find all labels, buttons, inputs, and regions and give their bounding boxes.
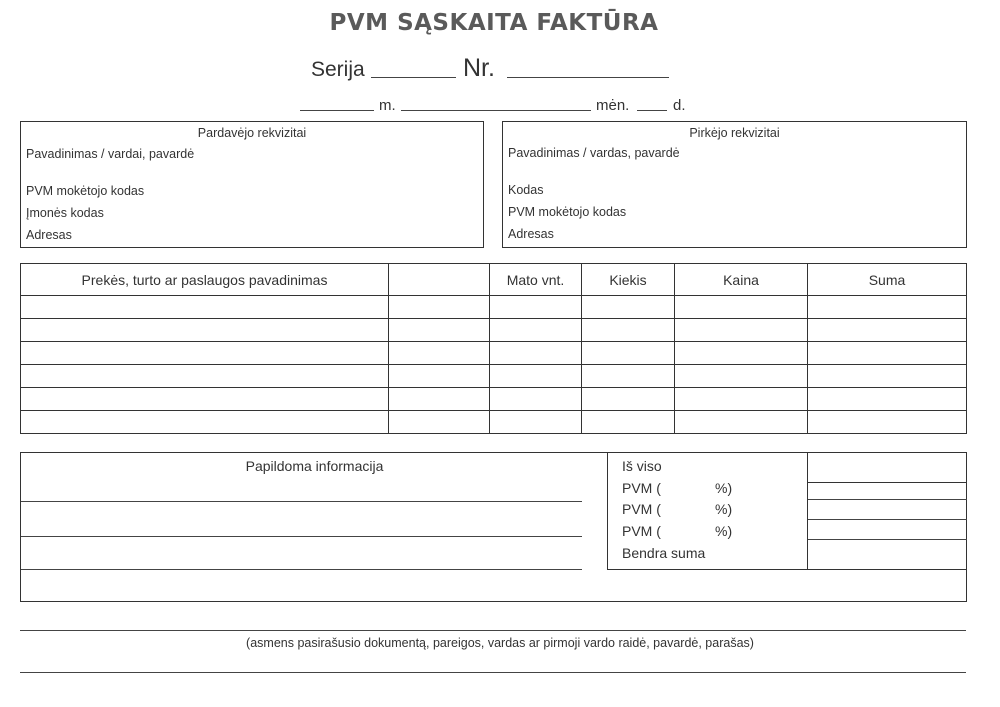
table-cell[interactable] bbox=[490, 411, 582, 434]
buyer-code-field[interactable]: Kodas bbox=[508, 183, 544, 197]
day-label: d. bbox=[673, 97, 686, 114]
vat-value-divider bbox=[808, 539, 967, 540]
table-cell[interactable] bbox=[675, 319, 808, 342]
table-cell[interactable] bbox=[582, 319, 675, 342]
goods-table bbox=[20, 263, 967, 434]
table-cell[interactable] bbox=[808, 296, 967, 319]
table-cell[interactable] bbox=[675, 388, 808, 411]
seller-box-title: Pardavėjo rekvizitai bbox=[197, 126, 307, 140]
series-number-row bbox=[0, 0, 1000, 100]
date-row bbox=[0, 92, 1000, 116]
table-cell[interactable] bbox=[389, 342, 490, 365]
table-cell[interactable] bbox=[582, 411, 675, 434]
table-cell[interactable] bbox=[808, 365, 967, 388]
buyer-box-title: Pirkėjo rekvizitai bbox=[689, 126, 780, 140]
grand-total-label: Bendra suma bbox=[622, 544, 706, 561]
table-cell[interactable] bbox=[675, 411, 808, 434]
vat-3-label: PVM ( bbox=[622, 522, 661, 539]
nr-label: Nr. bbox=[463, 54, 495, 82]
serija-input-line[interactable] bbox=[371, 77, 456, 78]
vat-1-label: PVM ( bbox=[622, 479, 661, 496]
nr-input-line[interactable] bbox=[507, 77, 669, 78]
additional-info-line[interactable] bbox=[21, 536, 582, 537]
additional-info-line[interactable] bbox=[21, 501, 582, 502]
column-header-item-name: Prekės, turto ar paslaugos pavadinimas bbox=[21, 264, 389, 296]
table-cell[interactable] bbox=[490, 319, 582, 342]
table-cell[interactable] bbox=[21, 319, 389, 342]
buyer-address-field[interactable]: Adresas bbox=[508, 227, 554, 241]
table-cell[interactable] bbox=[582, 296, 675, 319]
table-cell[interactable] bbox=[389, 319, 490, 342]
table-cell[interactable] bbox=[490, 365, 582, 388]
seller-address-field[interactable]: Adresas bbox=[26, 228, 72, 242]
month-input-line[interactable] bbox=[401, 110, 591, 111]
vat-2-percent-label: %) bbox=[715, 500, 733, 517]
additional-info-box bbox=[20, 452, 967, 602]
table-cell[interactable] bbox=[675, 296, 808, 319]
table-row bbox=[21, 296, 967, 319]
total-label: Iš viso bbox=[622, 457, 662, 474]
table-cell[interactable] bbox=[808, 319, 967, 342]
document-title: PVM SĄSKAITA FAKTŪRA bbox=[329, 10, 659, 36]
table-cell[interactable] bbox=[21, 342, 389, 365]
column-header-sum: Suma bbox=[808, 264, 967, 296]
buyer-details-box bbox=[502, 121, 967, 248]
total-value-cell[interactable] bbox=[808, 452, 967, 483]
year-label: m. bbox=[379, 97, 396, 114]
seller-vat-code-field[interactable]: PVM mokėtojo kodas bbox=[26, 184, 145, 198]
table-cell[interactable] bbox=[808, 411, 967, 434]
table-cell[interactable] bbox=[389, 411, 490, 434]
table-cell[interactable] bbox=[490, 296, 582, 319]
column-header-quantity: Kiekis bbox=[582, 264, 675, 296]
day-input-line[interactable] bbox=[637, 110, 667, 111]
signature-line-bottom[interactable] bbox=[20, 672, 966, 673]
table-cell[interactable] bbox=[582, 342, 675, 365]
table-cell[interactable] bbox=[808, 342, 967, 365]
vat-value-divider bbox=[808, 519, 967, 520]
seller-company-code-field[interactable]: Įmonės kodas bbox=[26, 206, 104, 220]
table-cell[interactable] bbox=[21, 411, 389, 434]
table-cell[interactable] bbox=[389, 365, 490, 388]
table-row bbox=[21, 342, 967, 365]
table-cell[interactable] bbox=[582, 388, 675, 411]
table-cell[interactable] bbox=[675, 365, 808, 388]
table-cell[interactable] bbox=[490, 388, 582, 411]
table-row bbox=[21, 365, 967, 388]
additional-info-title: Papildoma informacija bbox=[245, 458, 384, 474]
vat-3-percent-label: %) bbox=[715, 522, 733, 539]
totals-box bbox=[607, 452, 966, 570]
table-row bbox=[21, 411, 967, 434]
month-label: mėn. bbox=[596, 97, 630, 114]
additional-info-line[interactable] bbox=[21, 569, 582, 570]
table-cell[interactable] bbox=[582, 365, 675, 388]
vat-value-divider bbox=[808, 499, 967, 500]
table-cell[interactable] bbox=[675, 342, 808, 365]
table-cell[interactable] bbox=[808, 388, 967, 411]
column-header-price: Kaina bbox=[675, 264, 808, 296]
table-cell[interactable] bbox=[490, 342, 582, 365]
serija-label: Serija bbox=[311, 58, 365, 81]
buyer-vat-code-field[interactable]: PVM mokėtojo kodas bbox=[508, 205, 627, 219]
goods-table-header-row bbox=[21, 264, 967, 296]
vat-2-label: PVM ( bbox=[622, 500, 661, 517]
table-cell[interactable] bbox=[389, 296, 490, 319]
buyer-name-field[interactable]: Pavadinimas / vardas, pavardė bbox=[508, 146, 680, 160]
table-row bbox=[21, 319, 967, 342]
table-cell[interactable] bbox=[21, 388, 389, 411]
table-row bbox=[21, 388, 967, 411]
seller-name-field[interactable]: Pavadinimas / vardai, pavardė bbox=[26, 147, 195, 161]
signature-line[interactable] bbox=[20, 630, 966, 631]
seller-details-box bbox=[20, 121, 484, 248]
table-cell[interactable] bbox=[21, 296, 389, 319]
table-cell[interactable] bbox=[21, 365, 389, 388]
year-input-line[interactable] bbox=[300, 110, 374, 111]
table-cell[interactable] bbox=[389, 388, 490, 411]
column-header-unit: Mato vnt. bbox=[490, 264, 582, 296]
vat-1-percent-label: %) bbox=[715, 479, 733, 496]
column-header-blank bbox=[389, 264, 490, 296]
signature-caption: (asmens pasirašusio dokumentą, pareigos, vardas ar pirmoji vardo raidė, pavardė, parašas) bbox=[246, 636, 754, 650]
